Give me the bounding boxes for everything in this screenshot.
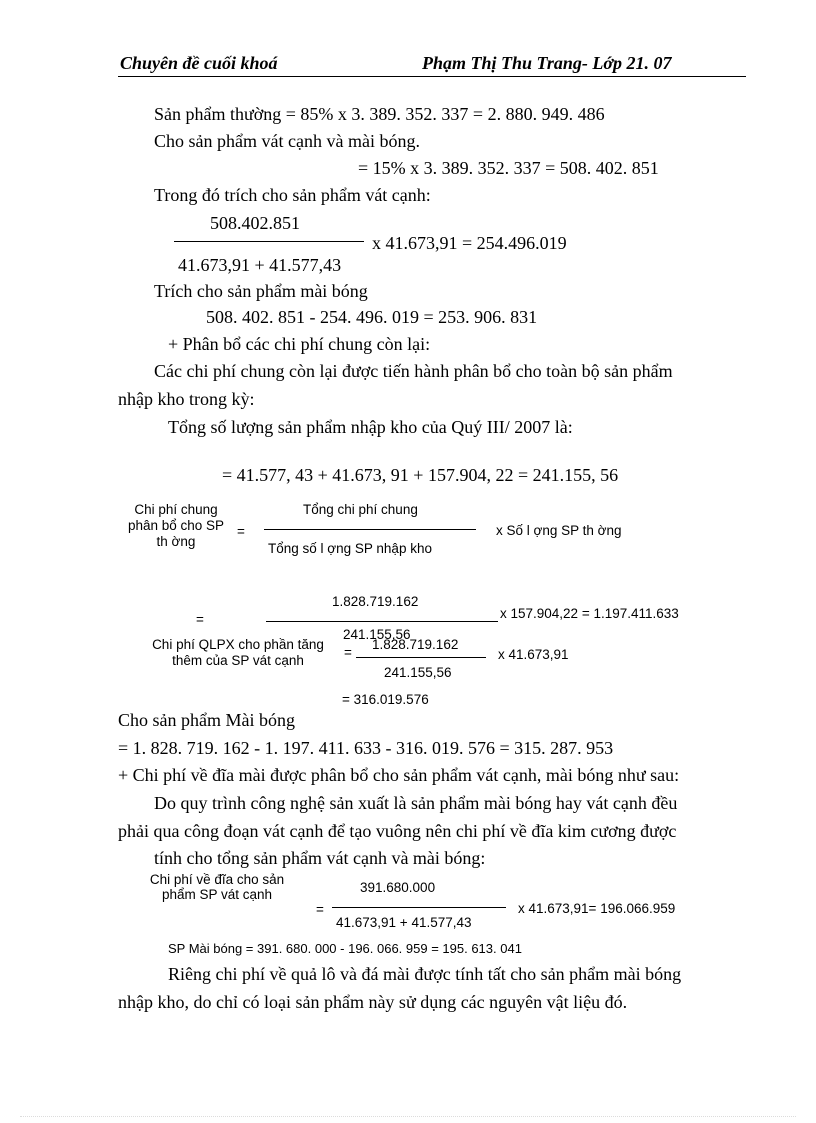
- footer-divider: [20, 1116, 796, 1117]
- header-right: Phạm Thị Thu Trang- Lớp 21. 07: [422, 53, 672, 73]
- text-line: SP Mài bóng = 391. 680. 000 - 196. 066. 959 = 195. 613. 041: [168, 941, 522, 956]
- text-line: Trong đó trích cho sản phẩm vát cạnh:: [154, 185, 431, 205]
- text-line: = 1. 828. 719. 162 - 1. 197. 411. 633 - 316. 019. 576 = 315. 287. 953: [118, 738, 614, 758]
- text-line: Cho sản phẩm vát cạnh và mài bóng.: [154, 131, 420, 151]
- fraction-numerator: 508.402.851: [210, 213, 300, 233]
- equals-sign: =: [316, 902, 324, 917]
- fraction-line: [174, 241, 364, 242]
- fraction-numerator: 1.828.719.162: [332, 594, 419, 609]
- fraction-numerator: 1.828.719.162: [372, 637, 459, 652]
- equals-sign: =: [344, 645, 352, 660]
- text-line: + Phân bổ các chi phí chung còn lại:: [168, 334, 431, 354]
- text-line: = 15% x 3. 389. 352. 337 = 508. 402. 851: [358, 158, 659, 178]
- text-line: nhập kho, do chỉ có loại sản phẩm này sử dụng các nguyên vật liệu đó.: [118, 992, 628, 1012]
- text-line: nhập kho trong kỳ:: [118, 389, 255, 409]
- fraction-denominator: 41.673,91 + 41.577,43: [336, 915, 472, 930]
- fraction-denominator: Tổng số l ợng SP nhập kho: [268, 541, 432, 556]
- text-line: tính cho tổng sản phẩm vát cạnh và mài bóng:: [154, 848, 486, 868]
- fraction-line: [332, 907, 506, 908]
- fraction-denominator: 41.673,91 + 41.577,43: [178, 255, 342, 275]
- text-line: Các chi phí chung còn lại được tiến hành phân bổ cho toàn bộ sản phẩm: [154, 361, 673, 381]
- text-line: Riêng chi phí về quả lô và đá mài được tính tất cho sản phẩm mài bóng: [168, 964, 682, 984]
- formula-rest: x 157.904,22 = 1.197.411.633: [500, 606, 679, 621]
- formula-label: Chi phí về đĩa cho sản phẩm SP vát cạnh: [149, 872, 285, 902]
- formula-rest: x 41.673,91: [498, 647, 569, 662]
- text-line: Sản phẩm thường = 85% x 3. 389. 352. 337 = 2. 880. 949. 486: [154, 104, 605, 124]
- fraction-numerator: 391.680.000: [360, 880, 436, 895]
- fraction-line: [264, 529, 476, 530]
- header-left: Chuyên đề cuối khoá: [120, 53, 278, 73]
- fraction-numerator: Tổng chi phí chung: [303, 502, 418, 517]
- formula-rest: x 41.673,91= 196.066.959: [518, 901, 676, 916]
- formula-label: Chi phí QLPX cho phần tăng thêm của SP vát cạnh: [152, 637, 324, 668]
- text-line: 508. 402. 851 - 254. 496. 019 = 253. 906. 831: [206, 307, 538, 327]
- text-line: Trích cho sản phẩm mài bóng: [154, 281, 368, 301]
- equals-sign: =: [237, 524, 245, 539]
- formula-rest: x Số l ợng SP th ờng: [496, 523, 622, 538]
- text-line: Cho sản phẩm Mài bóng: [118, 710, 295, 730]
- fraction-line: [356, 657, 486, 658]
- text-line: Tổng số lượng sản phẩm nhập kho của Quý III/ 2007 là:: [168, 417, 573, 437]
- text-line: = 41.577, 43 + 41.673, 91 + 157.904, 22 = 241.155, 56: [222, 465, 619, 485]
- fraction-rest: x 41.673,91 = 254.496.019: [372, 233, 567, 253]
- equals-sign: =: [196, 612, 204, 627]
- fraction-denominator: 241.155,56: [343, 627, 411, 642]
- header-rule: [118, 76, 746, 77]
- text-line: Do quy trình công nghệ sản xuất là sản phẩm mài bóng hay vát cạnh đều: [154, 793, 678, 813]
- text-line: + Chi phí về đĩa mài được phân bổ cho sản phẩm vát cạnh, mài bóng như sau:: [118, 765, 680, 785]
- fraction-line: [266, 621, 498, 622]
- text-line: phải qua công đoạn vát cạnh để tạo vuông nên chi phí về đĩa kim cương được: [118, 821, 677, 841]
- fraction-denominator: 241.155,56: [384, 665, 452, 680]
- formula-label: Chi phí chung phân bổ cho SP th ờng: [127, 502, 225, 549]
- formula-result: = 316.019.576: [342, 692, 429, 707]
